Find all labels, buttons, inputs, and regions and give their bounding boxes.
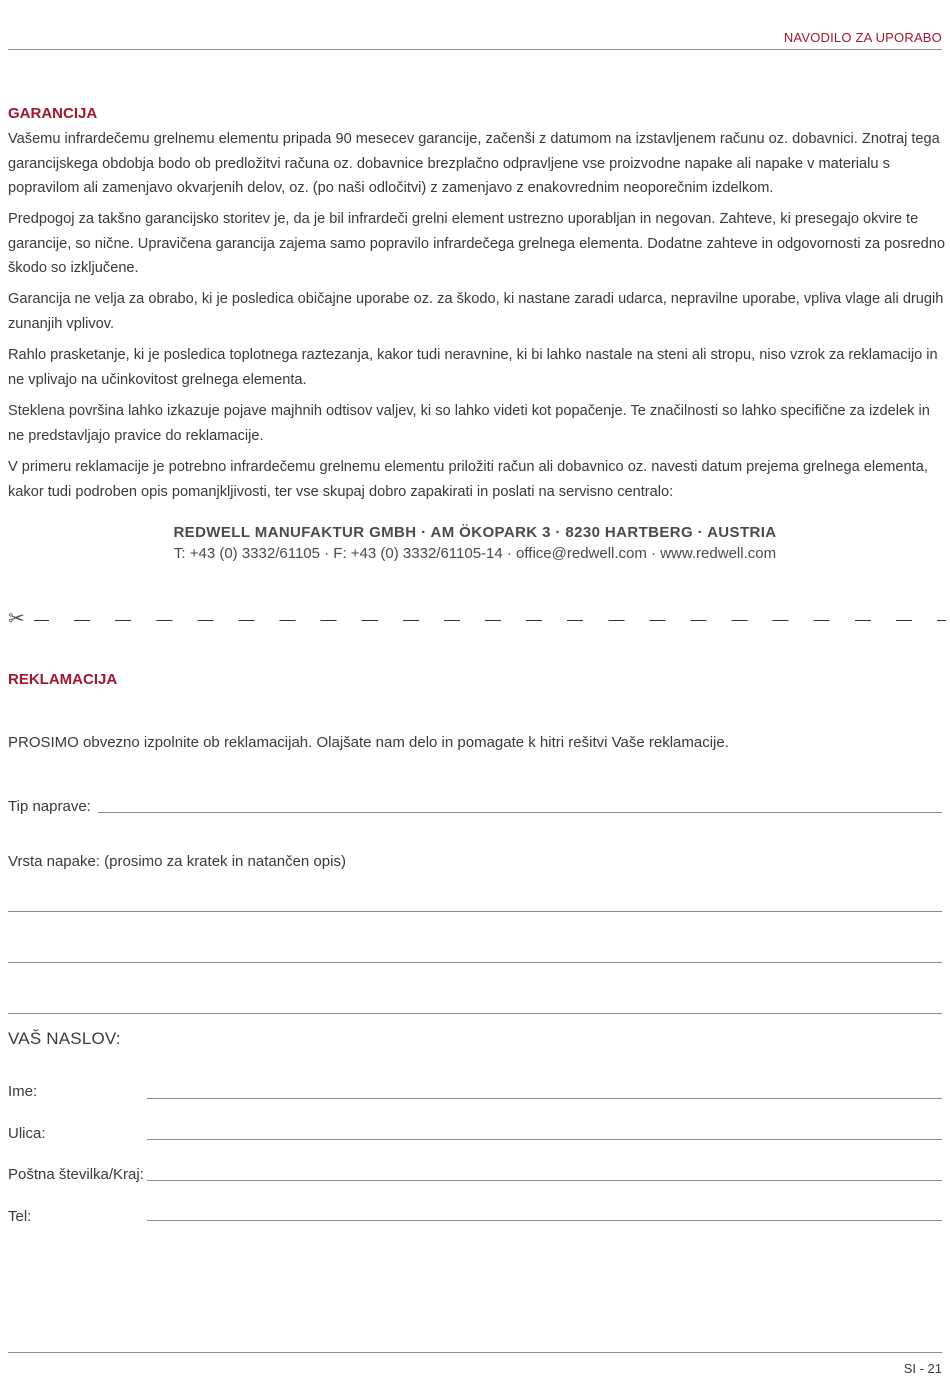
warranty-title: GARANCIJA	[8, 105, 98, 122]
device-type-label: Tip naprave:	[8, 798, 91, 815]
cut-line	[8, 608, 946, 632]
document-header-title: NAVODILO ZA UPORABO	[783, 30, 942, 45]
warranty-paragraph-4: Rahlo prasketanje, ki je posledica toplotnega raztezanja, kakor tudi neravnine, ki bi lahko nastale na steni ali stropu, niso vzrok za reklamacijo in ne vplivajo na učinkovitost grelnega elementa.	[8, 347, 938, 388]
page-number: SI - 21	[903, 1361, 942, 1376]
name-label: Ime:	[8, 1083, 38, 1100]
service-center-address	[0, 524, 950, 562]
phone-field[interactable]	[147, 1220, 942, 1221]
street-field[interactable]	[147, 1139, 942, 1140]
name-field[interactable]	[147, 1098, 942, 1099]
defect-description-label: Vrsta napake: (prosimo za kratek in natančen opis)	[8, 853, 346, 870]
defect-description-line-3[interactable]	[8, 1013, 942, 1014]
warranty-paragraph-2: Predpogoj za takšno garancijsko storitev je, da je bil infrardeči grelni element ustrezno uporabljan in negovan. Zahteve, ki presegajo okvire te garancije, so nične. Upravičena garancija zajema samo popravilo infrardečega grelnega elementa. Dodatne zahteve in odgovornosti za posredno škodo so izključene.	[8, 211, 945, 276]
footer-divider	[8, 1352, 942, 1353]
dashed-cut-line	[34, 620, 946, 621]
contact-line: T: +43 (0) 3332/61105 · F: +43 (0) 3332/61105-14 · office@redwell.com · www.redwell.com	[173, 545, 777, 562]
postal-city-label: Poštna številka/Kraj:	[8, 1166, 144, 1183]
address-title: VAŠ NASLOV:	[8, 1029, 121, 1048]
postal-city-field[interactable]	[147, 1180, 942, 1181]
company-line: REDWELL MANUFAKTUR GMBH · AM ÖKOPARK 3 · 8230 HARTBERG · AUSTRIA	[173, 524, 777, 541]
street-label: Ulica:	[8, 1125, 46, 1142]
defect-description-line-1[interactable]	[8, 911, 942, 912]
warranty-paragraph-5: Steklena površina lahko izkazuje pojave majhnih odtisov valjev, ki so lahko videti kot popačenje. Te značilnosti so lahko specifične za izdelek in ne predstavljajo pravice do reklamacije.	[8, 403, 930, 444]
complaint-title: REKLAMACIJA	[8, 671, 118, 688]
device-type-field[interactable]	[98, 812, 942, 813]
warranty-paragraph-1: Vašemu infrardečemu grelnemu elementu pripada 90 mesecev garancije, začenši z datumom na izstavljenem računu oz. dobavnici. Znotraj tega garancijskega obdobja bodo ob predložitvi računa oz. dobavnice brezplačno odpravljene vse proizvodne napake ali napake v materialu s popravilom ali zamenjavo okvarjenih delov, oz. (po naši odločitvi) z zamenjavo z enakovrednim neoporečnim izdelkom.	[8, 131, 940, 196]
header-divider	[8, 49, 942, 50]
warranty-paragraph-3: Garancija ne velja za obrabo, ki je posledica običajne uporabe oz. za škodo, ki nastane zaradi udarca, nepravilne uporabe, vpliva vlage ali drugih zunanjih vplivov.	[8, 291, 944, 332]
phone-label: Tel:	[8, 1208, 32, 1225]
complaint-intro: PROSIMO obvezno izpolnite ob reklamacijah. Olajšate nam delo in pomagate k hitri rešitvi Vaše reklamacije.	[8, 734, 729, 751]
warranty-paragraph-6: V primeru reklamacije je potrebno infrardečemu grelnemu elementu priložiti račun ali dobavnico oz. navesti datum prejema grelnega elementa, kakor tudi podroben opis pomanjkljivosti, ter vse skupaj dobro zapakirati in poslati na servisno centralo:	[8, 459, 928, 500]
scissors-icon: ✂	[8, 608, 25, 630]
defect-description-line-2[interactable]	[8, 962, 942, 963]
